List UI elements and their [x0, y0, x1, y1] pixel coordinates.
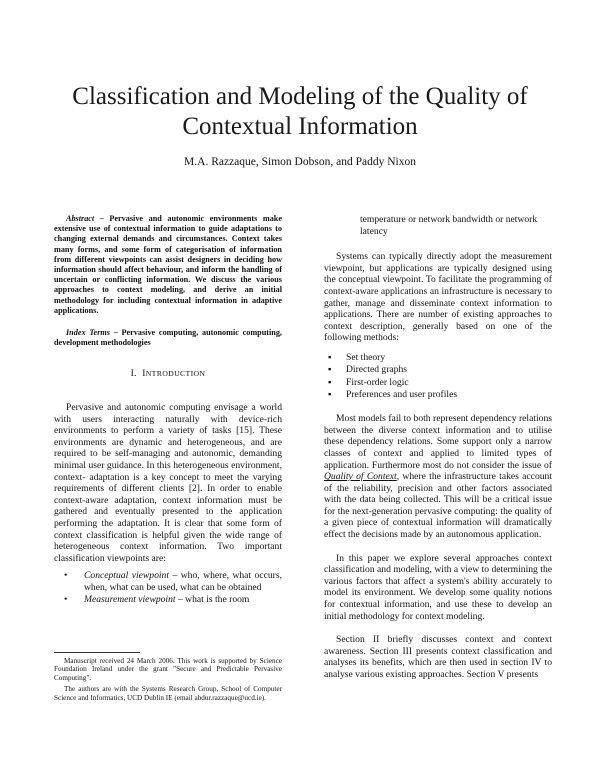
list-item: ▪ First-order logic — [328, 376, 409, 388]
paragraph: Section II briefly discusses context and context awareness. Section III presents context classification and analyses its benefits, which are then used in section IV to analyse various existing approaches. Section V presents — [324, 634, 552, 680]
bullet-icon: • — [64, 570, 68, 582]
viewpoint-list — [54, 570, 282, 605]
paper-title: Classification and Modeling of the Quality of Contextual Information — [72, 83, 528, 140]
section-heading-introduction: I. INTRODUCTION — [130, 368, 206, 380]
list-item: ▪ Set theory — [328, 351, 386, 363]
footnote-rule — [54, 652, 140, 653]
footnote-manuscript: Manuscript received 24 March 2006. This work is supported by Science Foundation Ireland under the grant "Secure and Predictable Pervasive Computing". — [54, 657, 282, 682]
index-terms — [54, 328, 282, 348]
bullet-icon: • — [64, 593, 68, 605]
abstract-label: Abstract — [66, 214, 95, 223]
intro-paragraph: Pervasive and autonomic computing envisage a world with users interacting naturally with device-rich environments to perform a variety of tasks [15]. These environments are dynamic and heterogeneous, and are required to be self-managing and autonomic, demanding minimal user guidance. In this heterogeneous environment, context- adaptation is a key concept to meet the varying requirements of different clients [2]. In order to enable context-aware adaptation, context information must be gathered and eventually presented to the application performing the adaptation. It is clear that some form of context classification is helpful given the wide range of heterogeneous context information. Two important classification viewpoints are: — [54, 402, 282, 564]
methods-list — [324, 352, 552, 401]
bullet-icon: ▪ — [328, 388, 332, 400]
abstract — [54, 214, 282, 316]
footnote — [54, 652, 282, 705]
list-continuation: temperature or network bandwidth or network latency — [360, 214, 538, 237]
list-item: • Measurement viewpoint – what is the room — [64, 593, 250, 605]
index-terms-label: Index Terms — [66, 328, 110, 338]
author-list: M.A. Razzaque, Simon Dobson, and Paddy Nixon — [184, 156, 416, 168]
right-column — [324, 214, 552, 681]
left-column — [54, 214, 282, 605]
list-item: ▪ Directed graphs — [328, 364, 408, 376]
paragraph: In this paper we explore several approaches context classification and modeling, with a view to determining the various factors that affect a system's ability accurately to model its environment. We develop some quality notions for contextual information, and use these to develop an initial methodology for context modeling. — [324, 552, 552, 622]
paragraph: Most models fail to both represent dependency relations between the diverse context information and to utilise these dependency relations. Some support only a narrow classes of context and applied to limited types of application. Furthermore most do not consider the issue of Quality of Context, where the infrastructure takes account of the reliability, precision and other factors associated with the data being collected. This will be a critical issue for the next-generation pervasive computing: the quality of a given piece of contextual information will dramatically effect the decisions made by an autonomous application. — [324, 413, 552, 541]
list-item: ▪ Preferences and user profiles — [328, 388, 458, 400]
abstract-text: – Pervasive and autonomic environments make extensive use of contextual information to guide adaptations to changing external demands and circumstances. Context takes many forms, and some form of categorisation of information from different viewpoints can assist designers in deciding how information should affect behaviour, and inform the handling of uncertain or conflicting information. We discuss the various approaches to context modeling, and derive an initial methodology for including contextual information in adaptive applications. — [54, 214, 282, 315]
footnote-authors: The authors are with the Systems Research Group, School of Computer Science and Informatics, UCD Dublin IE (email abdur.razzaque@ucd.ie). — [54, 685, 282, 702]
bullet-icon: ▪ — [328, 376, 332, 388]
quality-of-context-term: Quality of Context — [324, 471, 397, 483]
paragraph: Systems can typically directly adopt the measurement viewpoint, but applications are typically designed using the conceptual viewpoint. To facilitate the programming of context-aware applications an infrastructure is necessary to gather, manage and disseminate context information to applications. There are number of existing approaches to context description, generally based on one of the following methods: — [324, 251, 552, 344]
list-item: • Conceptual viewpoint – who, where, what occurs, when, what can be used, what can be obtained — [64, 570, 282, 593]
index-terms-text: – Pervasive computing, autonomic computing, development methodologies — [54, 328, 282, 348]
bullet-icon: ▪ — [328, 351, 332, 363]
bullet-icon: ▪ — [328, 364, 332, 376]
